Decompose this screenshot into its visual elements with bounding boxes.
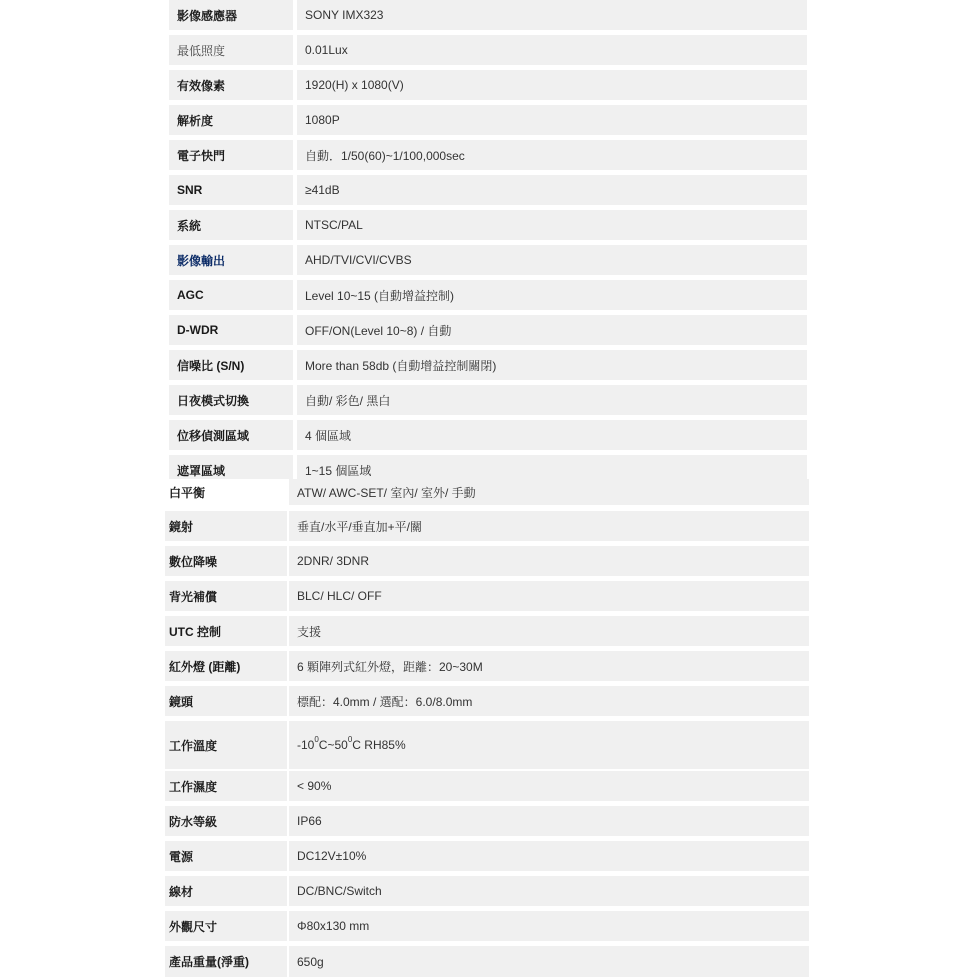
row-label: 背光補償 [165,581,287,611]
row-label: 數位降噪 [165,546,287,576]
temp-mid-text: C~50 [318,738,348,752]
table-row [169,385,807,415]
row-label: 位移偵測區域 [169,420,293,450]
table-row [169,140,807,170]
row-value: 垂直/水平/垂直加+平/關 [289,511,809,541]
row-value: Φ80x130 mm [289,911,809,941]
row-value: 6 顆陣列式紅外燈，距離：20~30M [289,651,809,681]
row-value: 2DNR/ 3DNR [289,546,809,576]
table-row [165,479,809,505]
row-label: 白平衡 [165,479,287,505]
row-label: 有效像素 [169,70,293,100]
row-value: < 90% [289,771,809,801]
table-row [165,946,809,977]
row-label: 解析度 [169,105,293,135]
row-value: 4 個區域 [297,420,807,450]
row-label: 日夜模式切換 [169,385,293,415]
row-value: 自動/ 彩色/ 黑白 [297,385,807,415]
table-row [165,581,809,611]
row-value: ≥41dB [297,175,807,205]
row-label: 影像感應器 [169,0,293,30]
row-label: 信噪比 (S/N) [169,350,293,380]
row-value: ATW/ AWC-SET/ 室內/ 室外/ 手動 [289,479,809,505]
table-row [169,0,807,30]
row-value: Level 10~15 (自動增益控制) [297,280,807,310]
table-row [169,350,807,380]
table-row [169,70,807,100]
row-value: BLC/ HLC/ OFF [289,581,809,611]
row-label: 防水等級 [165,806,287,836]
table-row [165,546,809,576]
row-value: AHD/TVI/CVI/CVBS [297,245,807,275]
row-label: 影像輸出 [169,245,293,275]
row-label: 線材 [165,876,287,906]
row-value: 標配：4.0mm / 選配：6.0/8.0mm [289,686,809,716]
row-label: 紅外燈 (距離) [165,651,287,681]
row-value: DC/BNC/Switch [289,876,809,906]
table-row [169,420,807,450]
table-row [169,175,807,205]
row-value: NTSC/PAL [297,210,807,240]
table-row [165,721,809,769]
row-value: 支援 [289,616,809,646]
row-label: AGC [169,280,293,310]
row-value: 1~15 個區域 [297,455,807,479]
row-value: 650g [289,946,809,977]
row-label: 工作溫度 [165,721,287,769]
row-label: 產品重量(淨重) [165,946,287,977]
table-row [169,105,807,135]
table-row [165,841,809,871]
row-value: More than 58db (自動增益控制關閉) [297,350,807,380]
row-value: -10 $^0$ C~50 $^0$ C RH85% [289,721,809,769]
row-label: SNR [169,175,293,205]
row-label: 鏡頭 [165,686,287,716]
row-value: 1920(H) x 1080(V) [297,70,807,100]
table-row [165,686,809,716]
table-row [169,280,807,310]
row-label: 最低照度 [169,35,293,65]
row-label: 電子快門 [169,140,293,170]
row-label: 鏡射 [165,511,287,541]
row-label: UTC 控制 [165,616,287,646]
row-value: OFF/ON(Level 10~8) / 自動 [297,315,807,345]
row-value: IP66 [289,806,809,836]
row-label: 系統 [169,210,293,240]
row-label: D-WDR [169,315,293,345]
table-row [169,210,807,240]
table-row [169,245,807,275]
row-value: 1080P [297,105,807,135]
row-label: 遮罩區域 [169,455,293,479]
row-value: 自動．1/50(60)~1/100,000sec [297,140,807,170]
table-row [165,806,809,836]
temp-end-text: C RH85% [352,738,406,752]
table-row [169,455,807,479]
row-value: 0.01Lux [297,35,807,65]
table-row [165,651,809,681]
table-row [165,876,809,906]
temp-min-text: -10 [297,738,315,752]
table-row [165,616,809,646]
table-row [165,771,809,801]
row-label: 外觀尺寸 [165,911,287,941]
table-row [165,511,809,541]
row-label: 電源 [165,841,287,871]
table-row [169,315,807,345]
row-label: 工作濕度 [165,771,287,801]
table-row [169,35,807,65]
table-row [165,911,809,941]
row-value: DC12V±10% [289,841,809,871]
row-value: SONY IMX323 [297,0,807,30]
